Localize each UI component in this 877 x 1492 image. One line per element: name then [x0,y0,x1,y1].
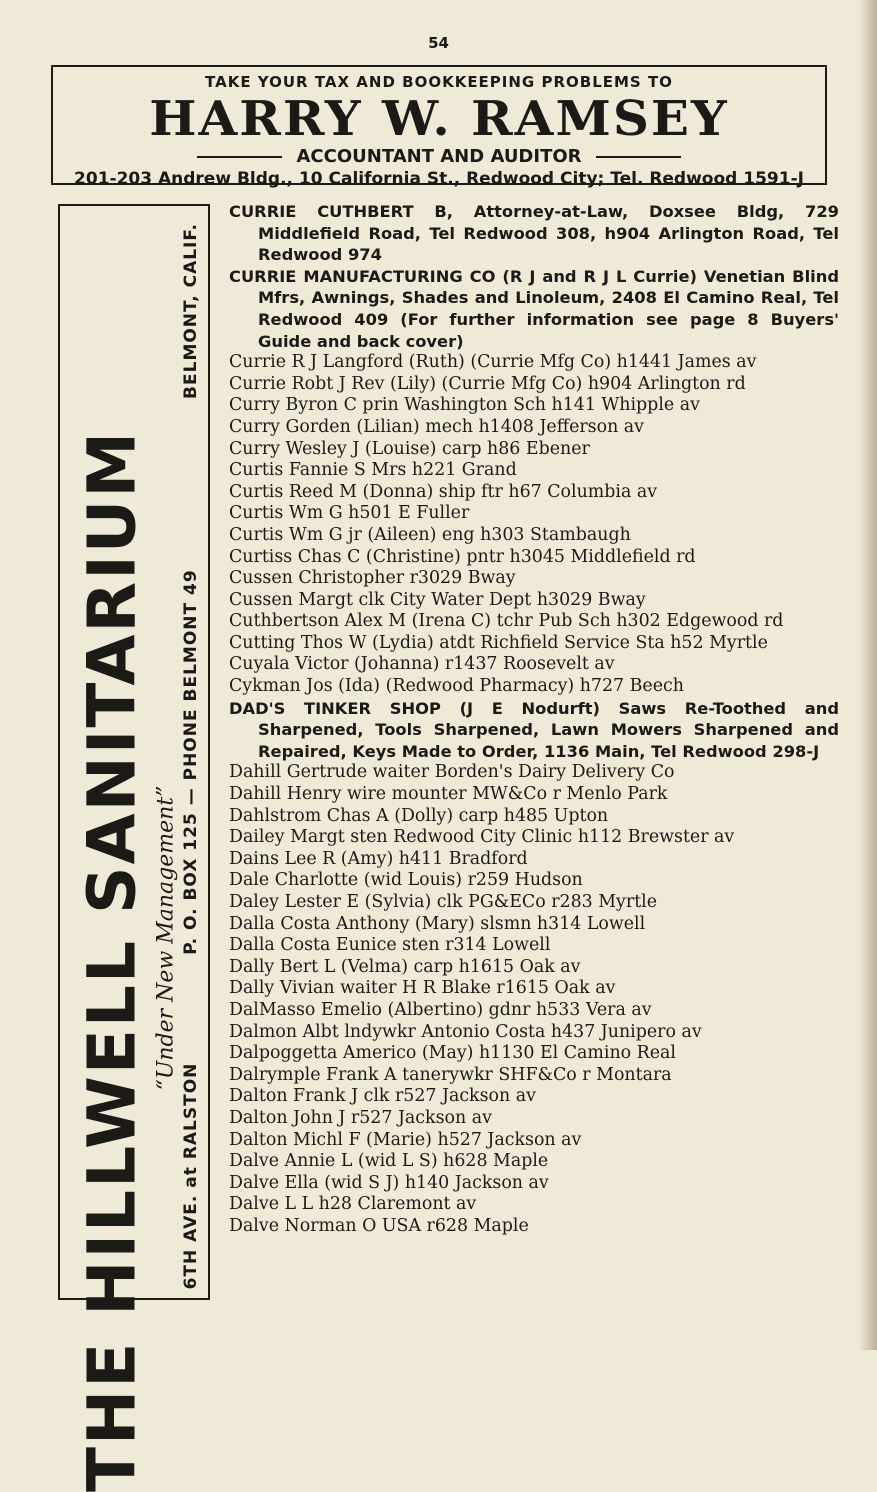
directory-entry: Dalrymple Frank A tanerywkr SHF&Co r Montara [229,1064,672,1085]
directory-entry: Dailey Margt sten Redwood City Clinic h112 Brewster av [229,827,735,848]
sanitarium-street: 6TH AVE. at RALSTON [181,1062,201,1290]
directory-entry: Cykman Jos (Ida) (Redwood Pharmacy) h727 Beech [229,676,684,697]
page-number: 54 [428,34,449,52]
directory-entry: Curtiss Chas C (Christine) pntr h3045 Middlefield rd [229,546,696,567]
directory-entry: Dalla Costa Eunice sten r314 Lowell [229,935,551,956]
directory-entry: CURRIE MANUFACTURING CO (R J and R J L Currie) Venetian Blind Mfrs, Awnings, Shades and Linoleum, 2408 El Camino Real, Tel Redwood 409 (For further information see page 8 Buyers' Guide and back cover) [229,266,839,351]
directory-entry: Dalve Norman O USA r628 Maple [229,1215,529,1236]
directory-entry: Dalla Costa Anthony (Mary) slsmn h314 Lowell [229,913,646,934]
sanitarium-location: BELMONT, CALIF. [181,223,201,399]
hillwell-sanitarium-advertisement [58,204,210,1492]
directory-entry: DAD'S TINKER SHOP (J E Nodurft) Saws Re-Toothed and Sharpened, Tools Sharpened, Lawn Mowers Sharpened and Repaired, Keys Made to Order, 1136 Main, Tel Redwood 298-J [229,698,839,761]
directory-entry: Dains Lee R (Amy) h411 Bradford [229,848,528,869]
directory-entry: Dahill Gertrude waiter Borden's Dairy Delivery Co [229,762,675,783]
directory-entry: Dalton John J r527 Jackson av [229,1107,492,1128]
directory-entry: Curtis Wm G h501 E Fuller [229,503,470,524]
directory-entry: Dally Vivian waiter H R Blake r1615 Oak av [229,978,616,999]
sanitarium-name: THE HILLWELL SANITARIUM [73,429,151,1492]
directory-entry: Curry Byron C prin Washington Sch h141 Whipple av [229,395,700,416]
sanitarium-subtitle: “Under New Management” [153,785,179,1091]
ad-tagline: TAKE YOUR TAX AND BOOKKEEPING PROBLEMS TO [205,73,673,91]
directory-entry: Currie R J Langford (Ruth) (Currie Mfg Co) h1441 James av [229,352,757,373]
directory-entry: Currie Robt J Rev (Lily) (Currie Mfg Co) h904 Arlington rd [229,373,746,394]
directory-entry: Dalpoggetta Americo (May) h1130 El Camino Real [229,1043,676,1064]
directory-entry: Curtis Reed M (Donna) ship ftr h67 Columbia av [229,481,658,502]
right-rule [596,156,681,158]
ramsey-advertisement [51,65,827,189]
page-edge-shadow [859,0,877,1350]
directory-entry: Cussen Christopher r3029 Bway [229,568,516,589]
ad-address: 201-203 Andrew Bldg., 10 California St., Redwood City; Tel. Redwood 1591-J [74,169,804,189]
directory-entry: Dalton Frank J clk r527 Jackson av [229,1086,536,1107]
directory-entry: Dale Charlotte (wid Louis) r259 Hudson [229,870,583,891]
directory-entry: Curry Gorden (Lilian) mech h1408 Jefferson av [229,416,644,437]
directory-entry: Dalve Ella (wid S J) h140 Jackson av [229,1172,549,1193]
directory-entry: Curtis Wm G jr (Aileen) eng h303 Stambaugh [229,524,631,545]
directory-entry: Dalve L L h28 Claremont av [229,1194,477,1215]
directory-entry: Cuthbertson Alex M (Irena C) tchr Pub Sch h302 Edgewood rd [229,611,784,632]
directory-entry: Dally Bert L (Velma) carp h1615 Oak av [229,956,581,977]
directory-entry: CURRIE CUTHBERT B, Attorney-at-Law, Doxsee Bldg, 729 Middlefield Road, Tel Redwood 308, h904 Arlington Road, Tel Redwood 974 [229,202,839,265]
directory-entry: Cutting Thos W (Lydia) atdt Richfield Service Sta h52 Myrtle [229,632,768,653]
ad-name: HARRY W. RAMSEY [149,90,729,147]
directory-entry: Dalton Michl F (Marie) h527 Jackson av [229,1129,582,1150]
directory-entry: Curtis Fannie S Mrs h221 Grand [229,460,517,481]
directory-entry: Curry Wesley J (Louise) carp h86 Ebener [229,438,590,459]
left-rule [197,156,282,158]
directory-listing [229,201,839,1238]
ad-profession: ACCOUNTANT AND AUDITOR [296,146,582,167]
directory-entry: Daley Lester E (Sylvia) clk PG&ECo r283 Myrtle [229,892,658,912]
directory-entry: Dahill Henry wire mounter MW&Co r Menlo Park [229,784,668,805]
directory-entry: Cuyala Victor (Johanna) r1437 Roosevelt av [229,654,615,675]
directory-entry: Dahlstrom Chas A (Dolly) carp h485 Upton [229,805,609,826]
sanitarium-contact: P. O. BOX 125 — PHONE BELMONT 49 [181,569,201,955]
directory-entry: Dalmon Albt lndywkr Antonio Costa h437 Junipero av [229,1021,702,1042]
directory-entry: Dalve Annie L (wid L S) h628 Maple [229,1151,549,1172]
ad-profession-row [53,146,825,167]
directory-entry: Cussen Margt clk City Water Dept h3029 Bway [229,589,646,610]
directory-entry: DalMasso Emelio (Albertino) gdnr h533 Vera av [229,999,652,1020]
